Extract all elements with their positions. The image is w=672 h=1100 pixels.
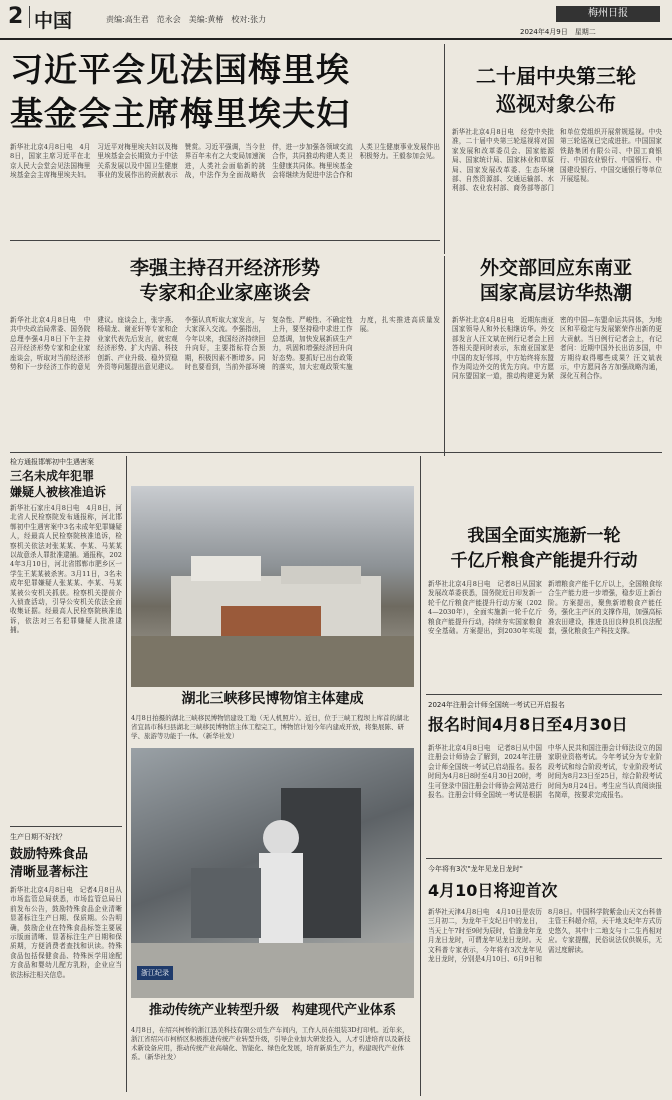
story8-body: 新华社北京4月8日电 记者8日从中国注册会计师协会了解到，2024年注册会计师全国统一考试已启动报名。报名时间为4月8日8时至4月30日20时，考生可登录中国注册会计师协会网站进行报名。注册会计师全国统一考试是根据中华人民共和国注册会计师法设立的国家职业资格考试。今年考试分为专业阶段考试和综合阶段考试，专业阶段考试时间为8月23日至25日，综合阶段考试时间为8月24日。考生应当认真阅读报名简章，按要求完成报名。: [428, 744, 662, 800]
lead-title-line1: 习近平会见法国梅里埃: [10, 50, 350, 89]
photo2-headline: [131, 1002, 414, 1020]
newspaper-brand: 梅州日报: [556, 6, 660, 22]
story3-title-line1: 李强主持召开经济形势: [129, 257, 320, 279]
section-rule: [10, 826, 122, 827]
photo1-caption: 4月8日拍摄的湖北三峡移民博物馆建设工地（无人机照片）。近日，位于三峡工程坝上库首的湖北省宜昌市秭归县湖北三峡移民博物馆主体工程完工，博物馆计划今年内建成开放，将集展陈、研学、旅游等功能于一体。（新华社发）: [131, 714, 410, 740]
story4-headline: [450, 256, 662, 306]
issue-date: 2024年4月9日 星期二: [520, 28, 596, 36]
divider: [29, 6, 30, 28]
photo2-title: 推动传统产业转型升级 构建现代产业体系: [148, 1003, 396, 1018]
masthead: [0, 0, 672, 40]
lead-title-line2: 基金会主席梅里埃夫妇: [10, 94, 350, 133]
factory-illustration: [131, 748, 414, 998]
story3-body: 新华社北京4月8日电 中共中央政治局常委、国务院总理李强4月8日下午主持召开经济形势专家和企业家座谈会，听取对当前经济形势和下一步经济工作的意见建议。座谈会上，张宇燕、杨瑞龙、谢亚轩等专家和企业家代表先后发言，就宏观经济形势、扩大内需、科技创新、产业升级、稳外贸稳外资等问题提出意见建议。李强认真听取大家发言，与大家深入交流。李强指出，今年以来，我国经济持续回升向好，主要指标符合预期，积极因素不断增多。同时也要看到，当前外部环境复杂性、严峻性、不确定性上升，要坚持稳中求进工作总基调，加快发展新质生产力，巩固和增强经济回升向好态势。要抓好已出台政策的落实，加大宏观政策实施力度，扎实推进高质量发展。: [10, 316, 440, 372]
section-rule: [426, 858, 662, 859]
story4-body: 新华社北京4月8日电 近期东南亚国家领导人和外长相继访华。外交部发言人汪文斌在例行记者会上回答相关提问时表示，东南亚国家是中国的友好邻邦，中方始终将东盟作为周边外交的优先方向。中方愿同东盟国家一道，推动构建更为紧密的中国—东盟命运共同体，为地区和平稳定与发展繁荣作出新的更大贡献。当日例行记者会上，有记者问：近期中国外长出访多国，中方期待取得哪些成果？汪文斌表示，中方愿同各方加强战略沟通，深化互利合作。: [452, 316, 662, 381]
story2-title-line2: 巡视对象公布: [496, 92, 616, 116]
column-divider: [444, 44, 445, 254]
factory-photo: [131, 748, 414, 998]
section-rule: [426, 694, 662, 695]
lead-headline: [10, 48, 430, 136]
story4-title-line2: 国家高层访华热潮: [479, 282, 632, 304]
story7-body: 新华社北京4月8日电 记者8日从国家发展改革委获悉，国务院近日印发新一轮千亿斤粮食产能提升行动方案（2024—2030年），全面实施新一轮千亿斤粮食产能提升行动，持续夯实国家粮食安全基础。方案提出，到2030年实现新增粮食产能千亿斤以上，全国粮食综合生产能力进一步增强，稳步迈上新台阶。方案提出，聚焦新增粮食产能任务，强化主产区的支撑作用，加强高标准农田建设，推进良田良种良机良法配套，强化粮食生产科技支撑。: [428, 580, 662, 636]
photo2-caption: 4月8日，在绍兴柯桥的浙江迅美科技有限公司生产车间内，工作人员在组装3D打印机。近年来，浙江省绍兴市柯桥区积极推进传统产业转型升级，引导企业加大研发投入，人才引进培育以及新技术新设备应用，推动传统产业高端化、智能化、绿色化发展，培育新质生产力，构建现代产业体系。（新华社发）: [131, 1026, 411, 1061]
story9-headline: [428, 880, 662, 902]
story8-kicker: 2024年注册会计师全国统一考试已开启报名: [428, 701, 565, 709]
story2-title-line1: 二十届中央第三轮: [476, 64, 636, 88]
story2-body: 新华社北京4月8日电 经党中央批准，二十届中央第三轮巡视将对国家发展和改革委员会、国家能源局、国家统计局、国家林业和草原局、国家发展改革委、生态环境部、自然资源部、交通运输部、水利部、农业农村部、商务部等部门和单位党组织开展常规巡视。中央第三轮巡视已完成进驻。中国国家铁路集团有限公司、中国工商银行、中国农业银行、中国银行、中国建设银行、中国交通银行等单位开展巡视。: [452, 128, 662, 193]
story5-kicker: 检方通报邯郸初中生遇害案: [10, 458, 94, 466]
story5-title-line2: 嫌疑人被核准追诉: [10, 485, 107, 499]
photo2-tag: 浙江纪录: [137, 966, 173, 980]
column-divider: [444, 256, 445, 456]
story5-headline: [10, 468, 122, 500]
story9-body: 新华社天津4月8日电 4月10日是农历三月初二，为龙年干支纪日中的龙日，当天上午7时至9时为辰时，恰逢龙年龙月龙日龙时，可谓龙年见龙日龙时。天文科普专家表示，今年将有3次龙年见龙日龙时，分别是4月10日、6月9日和8月8日。中国科学院紫金山天文台科普主管王科超介绍，天干地支纪年方式历史悠久，其中十二地支与十二生肖相对应。专家提醒，民俗说法仅供娱乐，无需过度解读。: [428, 908, 662, 964]
story7-title-line2: 千亿斤粮食产能提升行动: [450, 551, 638, 571]
story9-kicker: 今年将有3次"龙年见龙日龙时": [428, 865, 523, 873]
column-divider: [420, 456, 421, 1096]
story3-title-line2: 专家和企业家座谈会: [139, 282, 311, 304]
photo1-title: 湖北三峡移民博物馆主体建成: [181, 691, 364, 707]
page-number: 2: [8, 4, 24, 29]
story6-kicker: 生产日期不好找？: [10, 833, 66, 841]
story6-title-line1: 鼓励特殊食品: [10, 847, 89, 862]
credits: 责编:高生君 范永会 美编:黄椿 校对:张力: [106, 15, 267, 24]
column-divider: [126, 456, 127, 1092]
section-rule: [10, 240, 440, 241]
story4-title-line1: 外交部回应东南亚: [479, 257, 632, 279]
museum-aerial-photo: [131, 486, 414, 687]
museum-illustration: [131, 486, 414, 687]
story6-title-line2: 清晰显著标注: [10, 865, 89, 880]
story8-headline: [428, 714, 662, 736]
section-name: 中国: [34, 10, 73, 32]
story5-body: 新华社石家庄4月8日电 4月8日，河北省人民检察院发布通报称，河北邯郸初中生遇害案中3名未成年犯罪嫌疑人，经最高人民检察院核准追诉，检察机关依法对张某某、李某、马某某以故意杀人罪批准逮捕。通报称，2024年3月10日，河北省邯郸市肥乡区一学生王某某被杀害。3月11日，3名未成年犯罪嫌疑人张某某、李某、马某某被公安机关抓获。检察机关提前介入侦查活动，引导公安机关依法全面收集证据。经最高人民检察院核准追诉，依法对三名犯罪嫌疑人批准逮捕。: [10, 504, 122, 635]
story7-headline: [426, 524, 662, 574]
story5-title-line1: 三名未成年犯罪: [10, 469, 95, 483]
photo1-headline: [131, 690, 414, 708]
story8-title: 报名时间4月8日至4月30日: [428, 715, 628, 734]
story7-title-line1: 我国全面实施新一轮: [467, 526, 621, 546]
lead-body: 新华社北京4月8日电 4月8日，国家主席习近平在北京人民大会堂会见法国梅里埃基金会主席梅里埃夫妇。习近平对梅里埃夫妇以及梅里埃基金会长期致力于中法关系发展以及中国卫生健康事业的发展作出的贡献表示赞赏。习近平强调，当今世界百年未有之大变局加速演进，人类社会面临新的挑战，中法作为全面战略伙伴，进一步加强各领域交流合作，共同推动构建人类卫生健康共同体。梅里埃基金会将继续为促进中法合作和人类卫生健康事业发展作出积极努力。王毅参加会见。: [10, 143, 440, 180]
story6-body: 新华社北京4月8日电 记者4月8日从市场监管总局获悉，市场监管总局日前发布公告，鼓励特殊食品企业清晰显著标注生产日期、保质期。公告明确，鼓励企业在特殊食品标签主要展示版面清晰、显著标注生产日期和保质期，方便消费者查找和识读。特殊食品包括保健食品、特殊医学用途配方食品和婴幼儿配方乳粉，企业应当依法标注相关信息。: [10, 886, 122, 979]
story9-title: 4月10日将迎首次: [428, 881, 558, 900]
story2-headline: [450, 62, 662, 118]
story3-headline: [10, 256, 440, 306]
section-rule: [10, 452, 662, 453]
story6-headline: [10, 846, 122, 882]
